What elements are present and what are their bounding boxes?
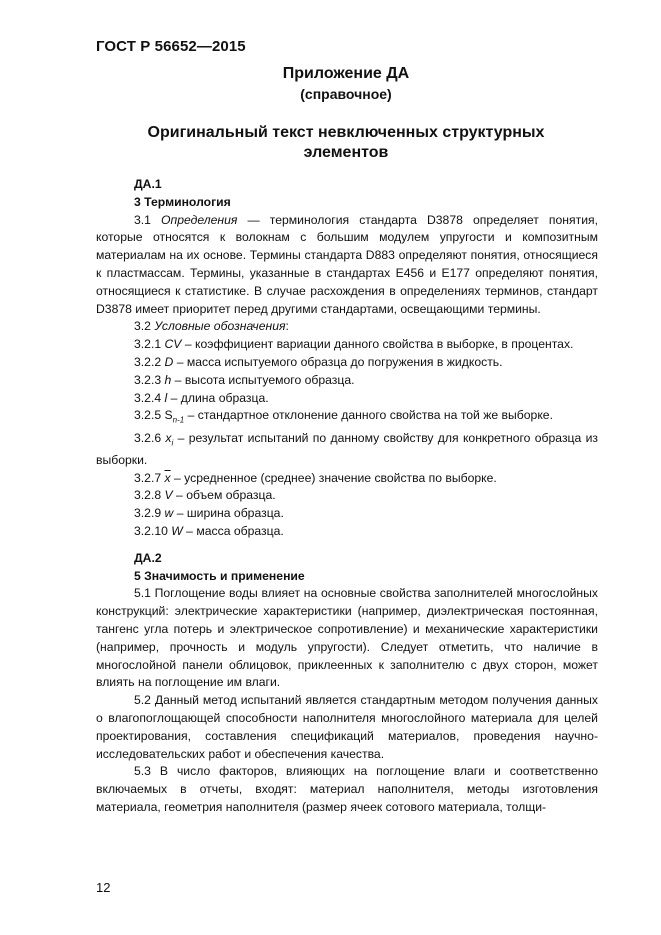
symbol-definition: – длина образца. [167,390,269,405]
symbol-item-number: 3.2.2 [134,354,165,369]
symbol-item-number: 3.2.1 [134,337,165,352]
symbol-item-xbar [96,470,598,488]
symbol-mean: $\overline{x}$ [164,470,171,485]
section-id-da2: ДА.2 [134,550,162,565]
symbol-item-W [96,523,598,541]
document-code: ГОСТ Р 56652—2015 [96,38,246,55]
symbol-item-w [96,505,598,523]
symbol-item-cv [96,336,598,354]
document-body [96,176,598,817]
symbol-item-xi [96,430,598,470]
symbol-item-number: 3.2.6 [134,430,166,445]
symbol-item-number: 3.2.9 [134,506,165,521]
appendix-title: Приложение ДА [282,65,410,82]
symbol-definition: – высота испытуемого образца. [171,372,355,387]
document-title-line-1: Оригинальный текст невключенных структурных [147,124,545,141]
symbol-item-d [96,354,598,372]
paragraph-3-2 [96,318,598,336]
symbol-subscript: i [171,438,174,448]
symbol-definition: – стандартное отклонение данного свойства на той же выборке. [184,408,553,423]
paragraph-5-1: 5.1 Поглощение воды влияет на основные свойства заполнителей многослойных конструкций: электрические характеристики (например, диэлектрическая постоянная, тангенс угла потерь и электрическое сопротивление) и механические характеристики (например, прочность и модуль упругости). Следует отметить, что наличие в многослойной панели облицовок, приклеенных к заполнителю с двух сторон, может влиять на поглощение им влаги. [96,586,598,690]
symbol-definition: – результат испытаний по данному свойству для конкретного образца из выборки. [96,430,598,467]
paragraph-3-2-term: Условные обозначения [154,319,286,334]
symbol: l [164,390,168,405]
symbol-item-number: 3.2.4 [134,390,165,405]
symbol-item-v [96,487,598,505]
appendix-heading [96,64,596,104]
document-title [96,123,596,163]
symbol-item-h [96,372,598,390]
symbol-item-number: 3.2.3 [134,372,165,387]
symbol-definition: – коэффициент вариации данного свойства в выборке, в процентах. [181,337,574,352]
paragraph-3-2-number: 3.2 [134,319,155,334]
symbol: h [164,372,172,387]
section-heading-significance: 5 Значимость и применение [134,568,305,583]
paragraph-3-1-number: 3.1 [134,212,162,227]
page-number: 12 [96,880,111,895]
symbol-item-l [96,390,598,408]
document-title-line-2: элементов [303,144,389,161]
symbol-definition: – усредненное (среднее) значение свойства по выборке. [170,470,497,485]
paragraph-3-2-tail: : [285,319,289,334]
symbol-item-number: 3.2.10 [134,524,172,539]
symbol-subscript: n-1 [172,415,185,425]
symbol: CV [164,337,182,352]
paragraph-3-1-term: Определения [161,212,238,227]
symbol: w [164,506,174,521]
symbol-item-number: 3.2.8 [134,488,165,503]
symbol-item-number: 3.2.5 [134,408,165,423]
section-heading-terminology: 3 Терминология [134,194,231,209]
paragraph-3-1 [96,212,598,319]
symbol: S [164,408,173,423]
symbol-definition: – масса испытуемого образца до погружения в жидкость. [173,354,503,369]
section-id-da1: ДА.1 [134,177,162,191]
appendix-subtitle: (справочное) [300,86,392,102]
symbol-definition: – масса образца. [182,524,284,539]
symbol: D [164,354,174,369]
symbol-definition: – ширина образца. [173,506,284,521]
symbol: V [164,488,173,503]
paragraph-3-1-text: — терминология стандарта D3878 определяет понятия, которые относятся к волокнам с большим модулем упругости и композитным материалам на их основе. Термины стандарта D883 определяют понятия, относящиеся к пластмассам. Термины, указанные в стандартах Е456 и Е177 определяют понятия, относящиеся к статистике. В случае расхождения в определениях терминов, стандарт D3878 имеет приоритет перед другими стандартами, освещающими термины. [96,212,598,316]
symbol: x [165,430,172,445]
paragraph-5-3: 5.3 В число факторов, влияющих на поглощение влаги и соответственно включаемых в отчеты, входят: материал наполнителя, методы изготовления материала, геометрия наполнителя (размер ячеек сотового материала, толщи- [96,764,598,814]
symbol-item-number: 3.2.7 [134,470,165,485]
symbol-item-s [96,407,598,429]
symbol-definition: – объем образца. [172,488,276,503]
paragraph-5-2: 5.2 Данный метод испытаний является стандартным методом получения данных о влагопоглощающей способности наполнителя многослойного материала для целей проектирования, составления спецификаций материалов, проведения научно-исследовательских работ и обеспечения качества. [96,693,598,761]
symbol: W [171,524,183,539]
